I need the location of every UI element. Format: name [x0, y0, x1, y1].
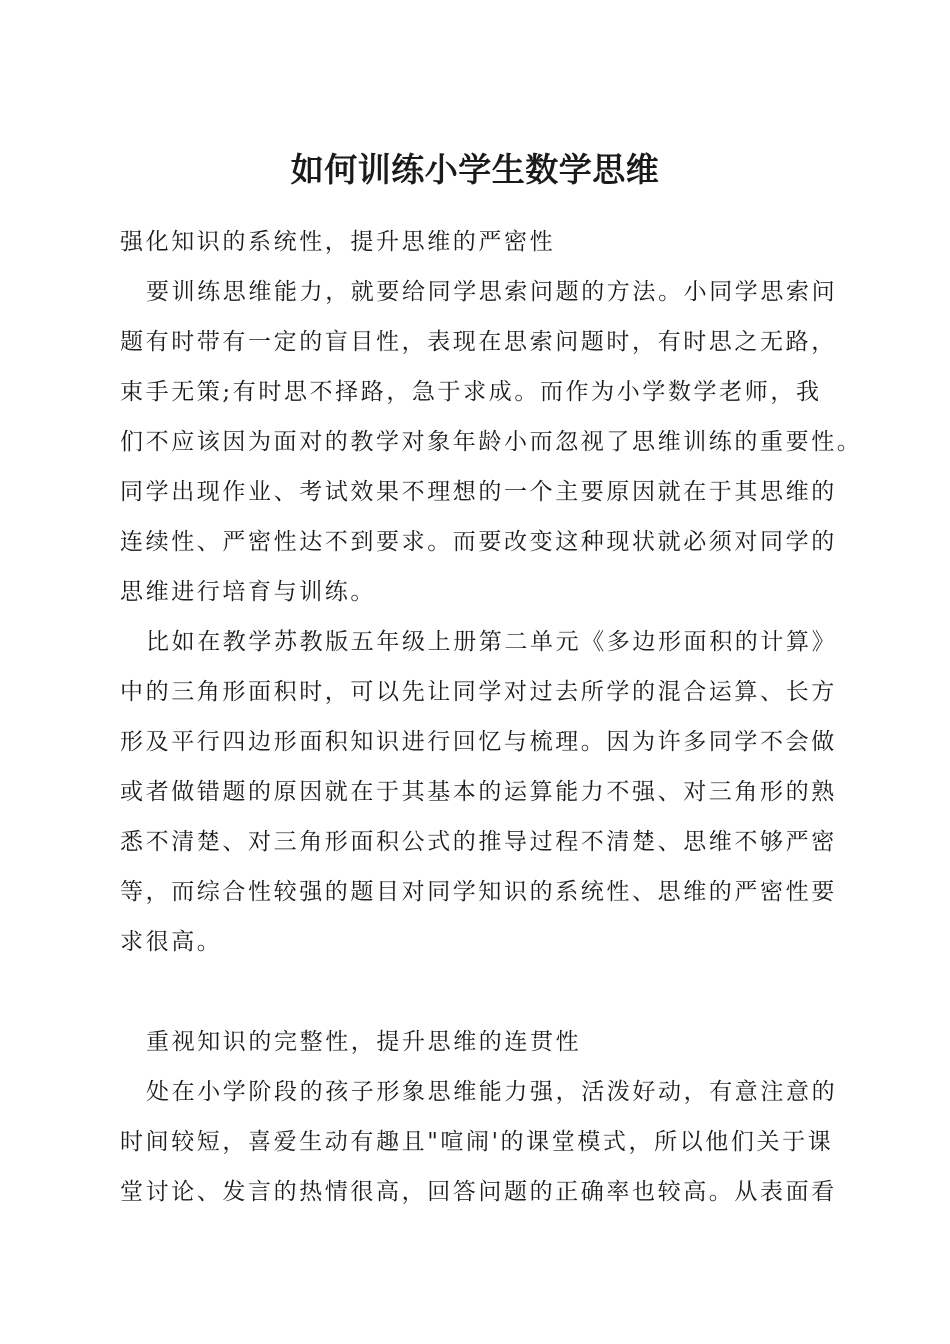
paragraph-line: 束手无策;有时思不择路，急于求成。而作为小学数学老师，我 [120, 379, 822, 405]
paragraph-line: 堂讨论、发言的热情很高，回答问题的正确率也较高。从表面看 [120, 1179, 837, 1205]
paragraph-line: 悉不清楚、对三角形面积公式的推导过程不清楚、思维不够严密 [120, 829, 837, 855]
paragraph-line: 同学出现作业、考试效果不理想的一个主要原因就在于其思维的 [120, 479, 837, 505]
paragraph-line: 求很高。 [120, 929, 223, 955]
paragraph-line: 们不应该因为面对的教学对象年龄小而忽视了思维训练的重要性。 [120, 429, 863, 455]
paragraph-line: 形及平行四边形面积知识进行回忆与梳理。因为许多同学不会做 [120, 729, 837, 755]
paragraph-line: 处在小学阶段的孩子形象思维能力强，活泼好动，有意注意的 [146, 1079, 838, 1105]
paragraph-line: 连续性、严密性达不到要求。而要改变这种现状就必须对同学的 [120, 529, 837, 555]
paragraph-line: 比如在教学苏教版五年级上册第二单元《多边形面积的计算》 [146, 629, 838, 655]
paragraph-line: 中的三角形面积时，可以先让同学对过去所学的混合运算、长方 [120, 679, 837, 705]
paragraph-line: 要训练思维能力，就要给同学思索问题的方法。小同学思索问 [146, 279, 838, 305]
paragraph-line: 等，而综合性较强的题目对同学知识的系统性、思维的严密性要 [120, 879, 837, 905]
document-title: 如何训练小学生数学思维 [290, 150, 660, 189]
paragraph-line: 思维进行培育与训练。 [120, 579, 376, 605]
section-heading: 重视知识的完整性，提升思维的连贯性 [146, 1029, 582, 1055]
paragraph-line: 时间较短，喜爱生动有趣且"喧闹'的课堂模式，所以他们关于课 [120, 1129, 834, 1155]
section-heading: 强化知识的系统性，提升思维的严密性 [120, 229, 556, 255]
paragraph-line: 或者做错题的原因就在于其基本的运算能力不强、对三角形的熟 [120, 779, 837, 805]
paragraph-line: 题有时带有一定的盲目性，表现在思索问题时，有时思之无路， [120, 329, 837, 355]
